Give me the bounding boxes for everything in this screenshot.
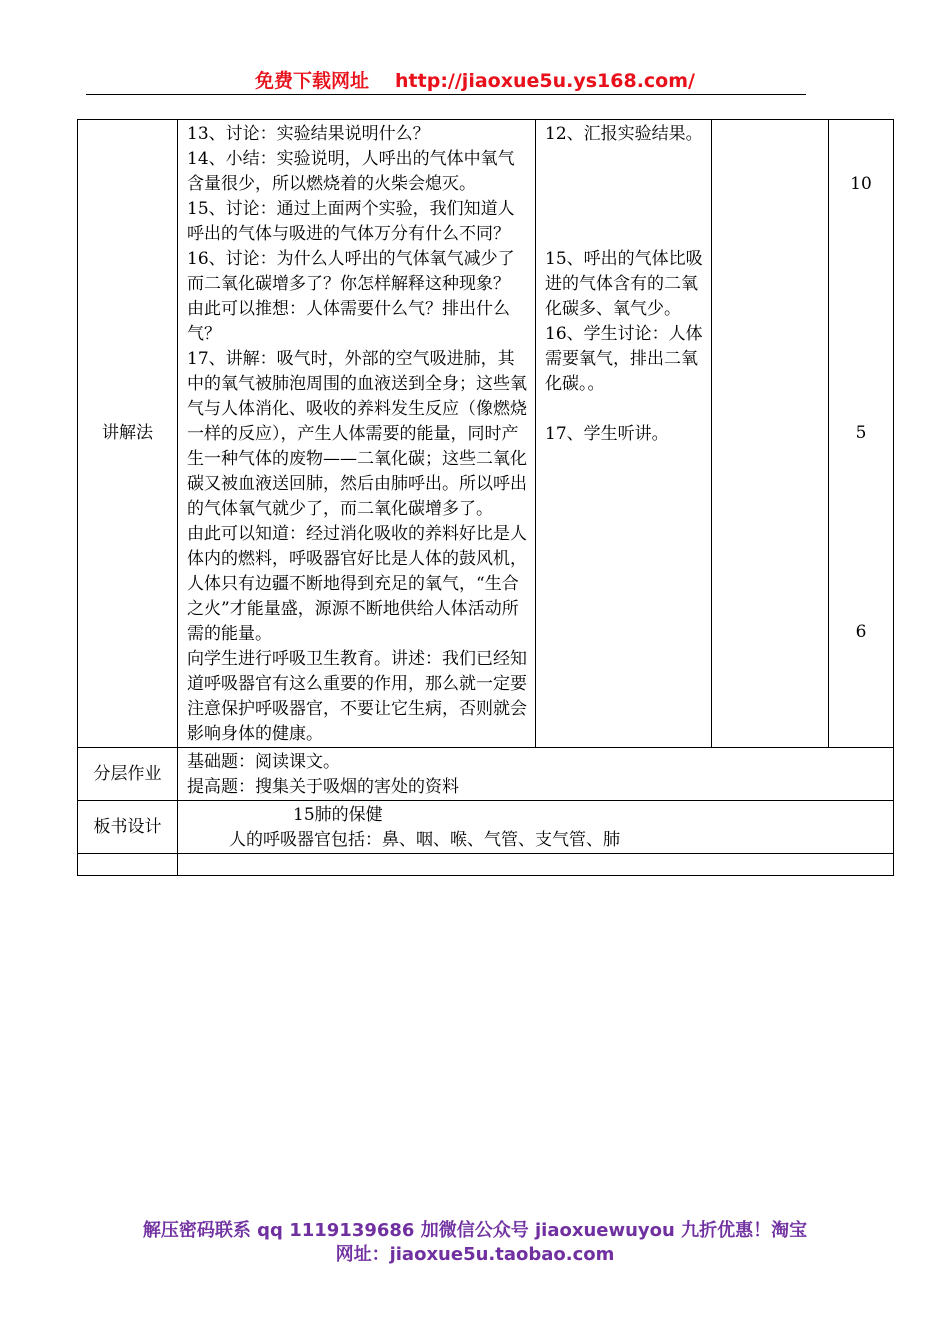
student-response: 16、学生讨论：人体需要氧气，排出二氧化碳。。 — [545, 324, 703, 394]
time-value: 5 — [855, 423, 867, 443]
table-row-board — [78, 801, 894, 854]
student-response: 15、呼出的气体比吸进的气体含有的二氧化碳多、氧气少。 — [545, 249, 703, 319]
time-value: 10 — [850, 174, 872, 194]
table-row-teaching — [78, 120, 894, 748]
teacher-paragraph: 13、讨论：实验结果说明什么？ — [187, 124, 430, 144]
spacer — [545, 147, 703, 247]
page-footer — [0, 1219, 950, 1267]
empty-cell — [178, 854, 894, 876]
homework-label-cell: 分层作业 — [78, 748, 178, 801]
footer-line: 网址：jiaoxue5u.taobao.com — [335, 1244, 615, 1265]
teacher-paragraph: 17、讲解：吸气时，外部的空气吸进肺，其中的氧气被肺泡周围的血液送到全身；这些氧气与人体消化、吸收的养料发生反应（像燃烧一样的反应），产生人体需要的能量，同时产生一种气体的废物——二氧化碳；这些二氧化碳又被血液送回肺，然后由肺呼出。所以呼出的气体氧气就少了，而二氧化碳增多了。 — [187, 349, 527, 519]
header-label: 免费下载网址 — [255, 70, 370, 92]
teacher-paragraph: 15、讨论：通过上面两个实验，我们知道人呼出的气体与吸进的气体万分有什么不同？ — [187, 199, 515, 244]
teacher-paragraph: 16、讨论：为什么人呼出的气体氧气减少了而二氧化碳增多了？你怎样解释这种现象？ — [187, 249, 515, 294]
time-cell — [829, 120, 894, 748]
page-header — [0, 66, 950, 93]
empty-cell — [712, 120, 829, 748]
empty-cell — [78, 854, 178, 876]
header-divider — [86, 94, 806, 95]
board-content-cell — [178, 801, 894, 854]
board-title: 15肺的保健 — [293, 805, 383, 825]
student-response: 17、学生听讲。 — [545, 424, 669, 444]
board-label-cell: 板书设计 — [78, 801, 178, 854]
teacher-paragraph: 由此可以知道：经过消化吸收的养料好比是人体内的燃料，呼吸器官好比是人体的鼓风机，人体只有边疆不断地得到充足的氧气，“生合之火”才能量盛，源源不断地供给人体活动所需的能量。 — [187, 524, 527, 644]
teacher-paragraph: 由此可以推想：人体需要什么气？排出什么气？ — [187, 299, 510, 344]
board-content: 人的呼吸器官包括：鼻、咽、喉、气管、支气管、肺 — [229, 830, 620, 850]
teacher-paragraph: 14、小结：实验说明，人呼出的气体中氧气含量很少，所以燃烧着的火柴会熄灭。 — [187, 149, 515, 194]
footer-line: 解压密码联系 qq 1119139686 加微信公众号 jiaoxuewuyou 九折优惠！淘宝 — [142, 1220, 808, 1241]
homework-advanced: 提高题：搜集关于吸烟的害处的资料 — [187, 777, 459, 797]
student-response: 12、汇报实验结果。 — [545, 124, 703, 144]
spacer — [545, 397, 703, 422]
lesson-plan-table — [77, 119, 894, 876]
homework-basic: 基础题：阅读课文。 — [187, 752, 340, 772]
table-row-homework — [78, 748, 894, 801]
teacher-paragraph: 向学生进行呼吸卫生教育。讲述：我们已经知道呼吸器官有这么重要的作用，那么就一定要注意保护呼吸器官，不要让它生病，否则就会影响身体的健康。 — [187, 649, 527, 744]
method-cell: 讲解法 — [78, 120, 178, 748]
time-value: 6 — [855, 622, 867, 642]
header-url-link[interactable]: http://jiaoxue5u.ys168.com/ — [395, 70, 695, 92]
teacher-activity-cell — [178, 120, 536, 748]
table-row-empty — [78, 854, 894, 876]
student-activity-cell — [536, 120, 712, 748]
homework-content-cell — [178, 748, 894, 801]
